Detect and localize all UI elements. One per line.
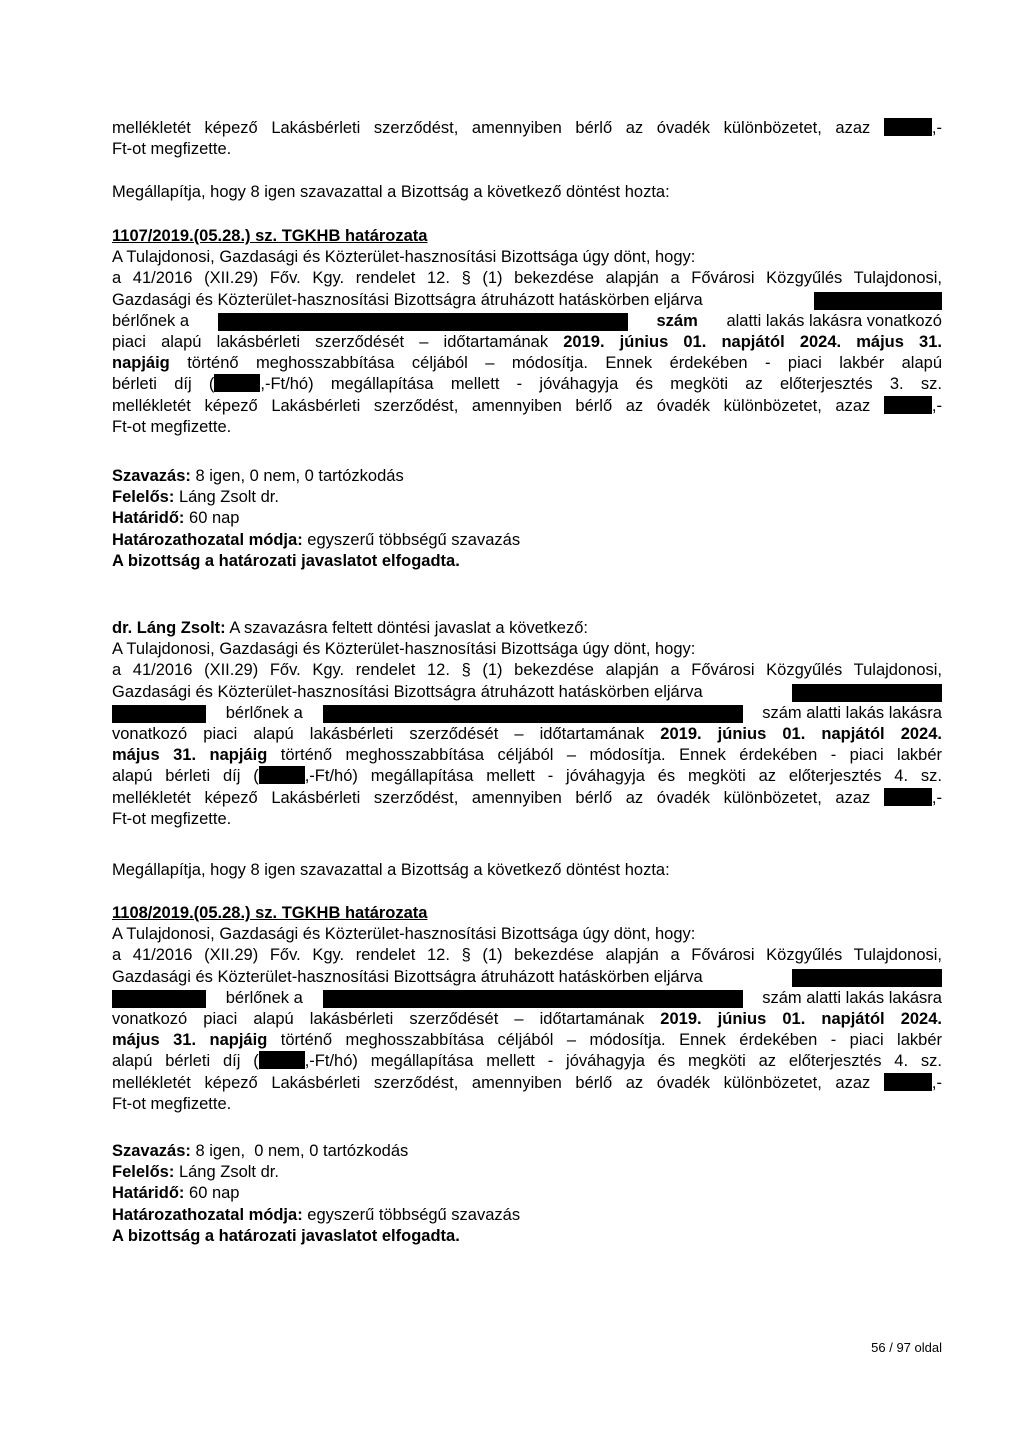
text-line xyxy=(112,1073,942,1094)
text-line xyxy=(112,374,942,395)
text-line xyxy=(112,290,942,311)
responsible xyxy=(112,487,942,508)
vote-block-1 xyxy=(112,466,942,572)
redaction-box xyxy=(323,990,743,1008)
text-line: Ft-ot megfizette. xyxy=(112,140,232,159)
value: egyszerű többségű szavazás xyxy=(307,530,521,549)
text-line xyxy=(112,311,942,332)
label: Határidő: xyxy=(112,1184,185,1203)
text-segment: piaci alapú lakásbérleti szerződését – időtartamának xyxy=(112,332,549,351)
text-line: Ft-ot megfizette. xyxy=(112,417,232,436)
text-segment: május 31. napjáig xyxy=(112,1031,268,1050)
redaction-box xyxy=(814,292,942,310)
redaction-box xyxy=(792,684,942,702)
text-segment: történő meghosszabbítása céljából – módosítja. Ennek érdekében - piaci lakbér xyxy=(280,746,942,765)
text-line xyxy=(112,1030,942,1051)
text-line xyxy=(112,745,942,766)
value: 60 nap xyxy=(189,1184,240,1203)
text-line xyxy=(112,332,942,353)
value: egyszerű többségű szavazás xyxy=(307,1205,521,1224)
value: Láng Zsolt dr. xyxy=(178,1163,279,1182)
text-segment: mellékletét képező Lakásbérleti szerződést, amennyiben bérlő az óvadék különbözetet, azaz xyxy=(112,396,871,415)
value: 8 igen, 0 nem, 0 tartózkodás xyxy=(195,467,404,485)
vote-block-2 xyxy=(112,1141,942,1247)
text-segment: történő meghosszabbítása céljából – módosítja. Ennek érdekében - piaci lakbér alapú xyxy=(187,354,942,373)
redaction-box xyxy=(884,118,932,136)
text-segment: alapú bérleti díj ( xyxy=(112,767,259,786)
text-segment: szám xyxy=(656,311,698,330)
text-line xyxy=(112,724,942,745)
page-number: 56 / 97 oldal xyxy=(871,1340,942,1355)
redaction-box xyxy=(218,313,628,331)
text-segment: ,- xyxy=(931,1073,942,1092)
resolution-1107 xyxy=(112,226,942,438)
vote-result xyxy=(112,466,942,487)
text-line: Ft-ot megfizette. xyxy=(112,1094,232,1113)
redaction-box xyxy=(259,1051,305,1069)
label: Szavazás: xyxy=(112,1142,191,1160)
text-segment: bérlőnek a xyxy=(225,703,303,722)
text-line xyxy=(112,766,942,787)
text-segment: alapú bérleti díj ( xyxy=(112,1052,259,1071)
redaction-box xyxy=(884,788,932,806)
text-line: A Tulajdonosi, Gazdasági és Közterület-hasznosítási Bizottsága úgy dönt, hogy: xyxy=(112,925,696,944)
text-segment: mellékletét képező Lakásbérleti szerződést, amennyiben bérlő az óvadék különbözetet, azaz xyxy=(112,1073,871,1092)
text-segment: ,-Ft/hó) megállapítása mellett - jóváhagyja és megköti az előterjesztés 4. sz. xyxy=(304,1052,942,1071)
text-segment: A szavazásra feltett döntési javaslat a következő: xyxy=(229,619,588,637)
accepted-statement: A bizottság a határozati javaslatot elfogadta. xyxy=(112,1226,460,1245)
text-line: a 41/2016 (XII.29) Főv. Kgy. rendelet 12. § (1) bekezdése alapján a Fővárosi Közgyűlés Tulajdonosi, xyxy=(112,946,942,965)
text-segment: ,- xyxy=(931,788,942,807)
text-segment: bérlőnek a xyxy=(225,988,303,1007)
text-line: Ft-ot megfizette. xyxy=(112,809,232,828)
text-line xyxy=(112,703,942,724)
statement-line xyxy=(112,860,942,881)
redaction-box xyxy=(884,396,932,414)
text-line xyxy=(112,682,942,703)
label: Felelős: xyxy=(112,488,175,507)
text-line xyxy=(112,788,942,809)
text-segment: Gazdasági és Közterület-hasznosítási Bizottságra átruházott hatáskörben eljárva xyxy=(112,682,703,701)
text-segment: ,-Ft/hó) megállapítása mellett - jóváhagyja és megköti az előterjesztés 4. sz. xyxy=(304,767,942,786)
text-line xyxy=(112,618,942,639)
text-segment: szám alatti lakás lakásra xyxy=(762,703,942,722)
redaction-box xyxy=(792,969,942,987)
text-line: a 41/2016 (XII.29) Főv. Kgy. rendelet 12. § (1) bekezdése alapján a Fővárosi Közgyűlés Tulajdonosi, xyxy=(112,269,942,288)
text-segment: május 31. napjáig xyxy=(112,746,268,765)
resolution-title: 1107/2019.(05.28.) sz. TGKHB határozata xyxy=(112,227,428,245)
text-segment: Gazdasági és Közterület-hasznosítási Bizottságra átruházott hatáskörben eljárva xyxy=(112,290,703,309)
text-line xyxy=(112,353,942,374)
text-segment: napjáig xyxy=(112,354,170,373)
text-line xyxy=(112,967,942,988)
text-line xyxy=(112,118,942,139)
text-segment: bérlőnek a xyxy=(112,311,190,330)
text-line: Megállapítja, hogy 8 igen szavazattal a Bizottság a következő döntést hozta: xyxy=(112,183,670,201)
text-segment: ,- xyxy=(931,396,942,415)
text-segment: 2019. június 01. napjától 2024. xyxy=(660,1009,942,1028)
text-segment: mellékletét képező Lakásbérleti szerződést, amennyiben bérlő az óvadék különbözetet, azaz xyxy=(112,119,871,137)
redaction-box xyxy=(323,705,743,723)
text-segment: történő meghosszabbítása céljából – módosítja. Ennek érdekében - piaci lakbér xyxy=(280,1031,942,1050)
value: 8 igen, 0 nem, 0 tartózkodás xyxy=(195,1142,409,1160)
text-segment: vonatkozó piaci alapú lakásbérleti szerződését – időtartamának xyxy=(112,1009,645,1028)
deadline xyxy=(112,508,942,529)
text-line xyxy=(112,988,942,1009)
text-line xyxy=(112,1051,942,1072)
vote-result xyxy=(112,1141,942,1162)
text-line: Megállapítja, hogy 8 igen szavazattal a Bizottság a következő döntést hozta: xyxy=(112,861,670,879)
accepted-statement: A bizottság a határozati javaslatot elfogadta. xyxy=(112,551,460,570)
text-line: a 41/2016 (XII.29) Főv. Kgy. rendelet 12. § (1) bekezdése alapján a Fővárosi Közgyűlés Tulajdonosi, xyxy=(112,661,942,680)
label: Határidő: xyxy=(112,509,185,528)
value: 60 nap xyxy=(189,509,240,528)
text-segment: alatti lakás lakásra vonatkozó xyxy=(726,311,942,330)
deadline xyxy=(112,1183,942,1204)
statement-line xyxy=(112,182,942,203)
label: Szavazás: xyxy=(112,467,191,485)
text-segment: ,- xyxy=(931,119,942,137)
label: Határozathozatal módja: xyxy=(112,530,303,549)
text-line xyxy=(112,1009,942,1030)
text-segment: Gazdasági és Közterület-hasznosítási Bizottságra átruházott hatáskörben eljárva xyxy=(112,967,703,986)
label: Határozathozatal módja: xyxy=(112,1205,303,1224)
text-segment: 2019. június 01. napjától 2024. május 31. xyxy=(563,332,942,351)
label: Felelős: xyxy=(112,1163,175,1182)
proposal-block xyxy=(112,618,942,830)
text-segment: szám alatti lakás lakásra xyxy=(762,988,942,1007)
text-segment: 2019. június 01. napjától 2024. xyxy=(660,724,942,743)
responsible xyxy=(112,1162,942,1183)
text-line: A Tulajdonosi, Gazdasági és Közterület-hasznosítási Bizottsága úgy dönt, hogy: xyxy=(112,640,696,659)
text-segment: bérleti díj ( xyxy=(112,375,215,394)
redaction-box xyxy=(884,1073,932,1091)
redaction-box xyxy=(112,990,206,1008)
redaction-box xyxy=(259,766,305,784)
decision-mode xyxy=(112,1205,942,1226)
decision-mode xyxy=(112,530,942,551)
redaction-box xyxy=(112,705,206,723)
text-line: A Tulajdonosi, Gazdasági és Közterület-hasznosítási Bizottsága úgy dönt, hogy: xyxy=(112,248,696,267)
text-segment: mellékletét képező Lakásbérleti szerződést, amennyiben bérlő az óvadék különbözetet, azaz xyxy=(112,788,871,807)
text-line xyxy=(112,396,942,417)
resolution-title: 1108/2019.(05.28.) sz. TGKHB határozata xyxy=(112,904,428,922)
paragraph-continuation xyxy=(112,118,942,160)
value: Láng Zsolt dr. xyxy=(178,488,279,507)
text-segment: ,-Ft/hó) megállapítása mellett - jóváhagyja és megköti az előterjesztés 3. sz. xyxy=(260,375,942,394)
resolution-1108 xyxy=(112,903,942,1115)
speaker-name: dr. Láng Zsolt: xyxy=(112,619,226,637)
text-segment: vonatkozó piaci alapú lakásbérleti szerződését – időtartamának xyxy=(112,724,645,743)
redaction-box xyxy=(214,374,260,392)
